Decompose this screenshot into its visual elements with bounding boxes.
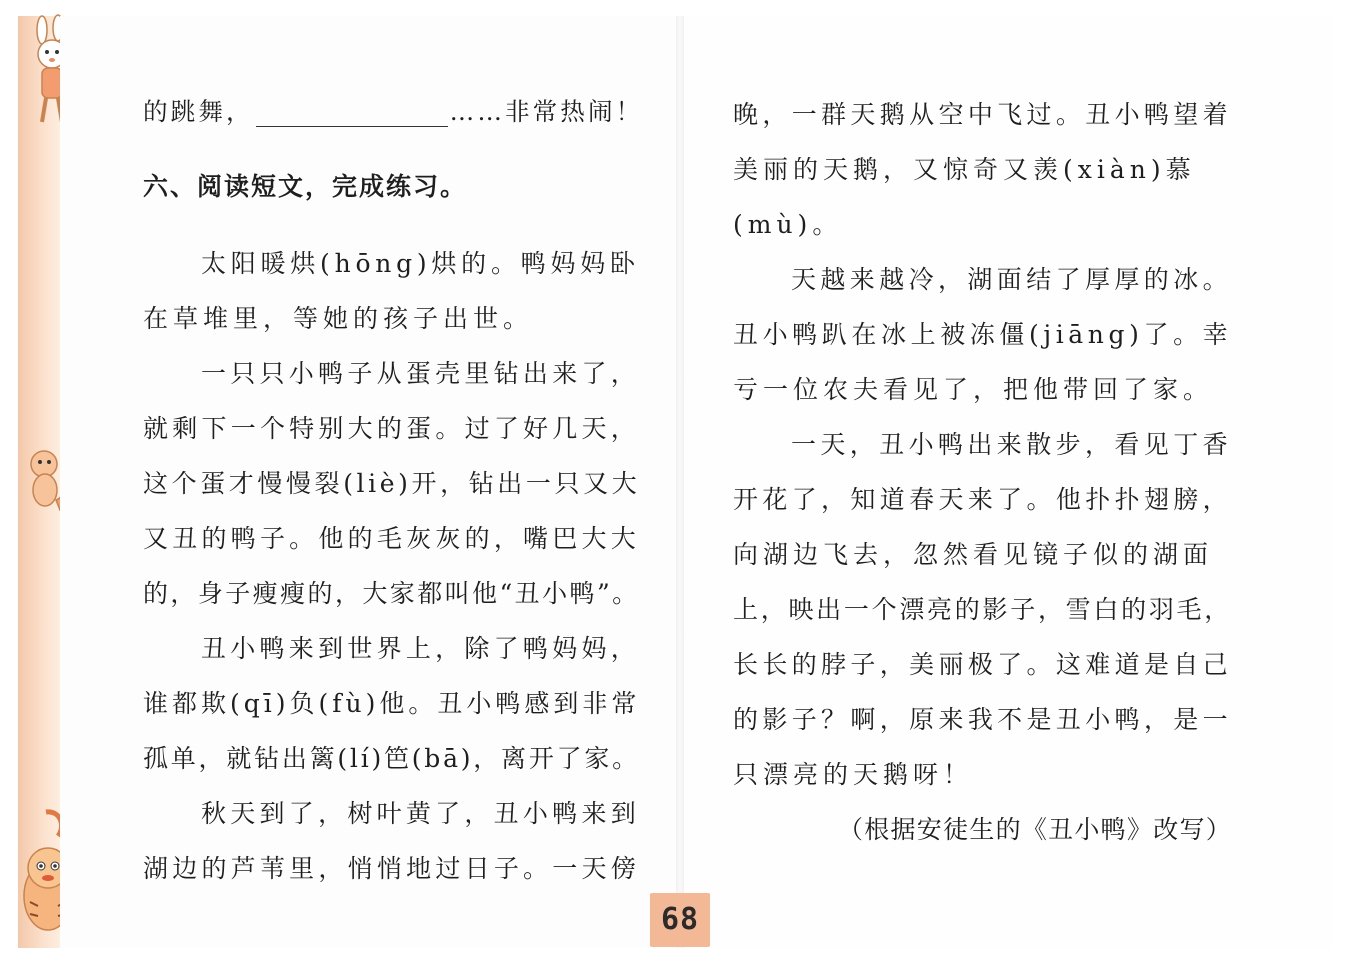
answer-blank[interactable] bbox=[256, 100, 448, 127]
text-line: 孤单，就钻出篱(lí)笆(bā)，离开了家。 bbox=[143, 744, 640, 773]
page-number: 68 bbox=[650, 893, 710, 947]
text-line: 丑小鸭趴在冰上被冻僵(jiāng)了。幸 bbox=[733, 320, 1233, 349]
text-line: 一天，丑小鸭出来散步，看见丁香 bbox=[791, 430, 1233, 459]
text-line: 长长的脖子，美丽极了。这难道是自己 bbox=[733, 650, 1233, 679]
text-line: 就剩下一个特别大的蛋。过了好几天， bbox=[143, 414, 641, 443]
fill-in-line bbox=[143, 97, 643, 127]
text-line: 只漂亮的天鹅呀！ bbox=[733, 760, 974, 789]
text-line: 上，映出一个漂亮的影子，雪白的羽毛， bbox=[733, 595, 1233, 624]
text-line: 丑小鸭来到世界上，除了鸭妈妈， bbox=[201, 634, 641, 663]
text-line: 秋天到了，树叶黄了，丑小鸭来到 bbox=[201, 799, 641, 828]
text-line: 亏一位农夫看见了，把他带回了家。 bbox=[733, 375, 1214, 404]
text-line: 天越来越冷，湖面结了厚厚的冰。 bbox=[791, 265, 1233, 294]
line-prefix: 的跳舞， bbox=[143, 97, 254, 126]
line-suffix: ……非常热闹！ bbox=[449, 97, 644, 126]
text-line: 太阳暖烘(hōng)烘的。鸭妈妈卧 bbox=[201, 249, 640, 278]
text-line: 向湖边飞去，忽然看见镜子似的湖面 bbox=[733, 540, 1214, 569]
text-line: 又丑的鸭子。他的毛灰灰的，嘴巴大大 bbox=[143, 524, 641, 553]
text-line: 晚，一群天鹅从空中飞过。丑小鸭望着 bbox=[733, 100, 1233, 129]
page-gutter bbox=[676, 16, 684, 948]
text-line: 在草堆里，等她的孩子出世。 bbox=[143, 304, 534, 333]
text-line: 湖边的芦苇里，悄悄地过日子。一天傍 bbox=[143, 854, 641, 883]
text-line: (mù)。 bbox=[733, 210, 843, 239]
text-line: 美丽的天鹅，又惊奇又羡(xiàn)慕 bbox=[733, 155, 1196, 184]
text-line: 一只只小鸭子从蛋壳里钻出来了， bbox=[201, 359, 641, 388]
source-citation: （根据安徒生的《丑小鸭》改写） bbox=[838, 815, 1233, 844]
text-line: 的，身子瘦瘦的，大家都叫他“丑小鸭”。 bbox=[143, 579, 640, 608]
text-line: 这个蛋才慢慢裂(liè)开，钻出一只又大 bbox=[143, 469, 641, 498]
text-line: 谁都欺(qī)负(fù)他。丑小鸭感到非常 bbox=[143, 689, 641, 718]
section-heading: 六、阅读短文，完成练习。 bbox=[143, 172, 468, 201]
text-line: 的影子？啊，原来我不是丑小鸭，是一 bbox=[733, 705, 1233, 734]
text-line: 开花了，知道春天来了。他扑扑翅膀， bbox=[733, 485, 1233, 514]
